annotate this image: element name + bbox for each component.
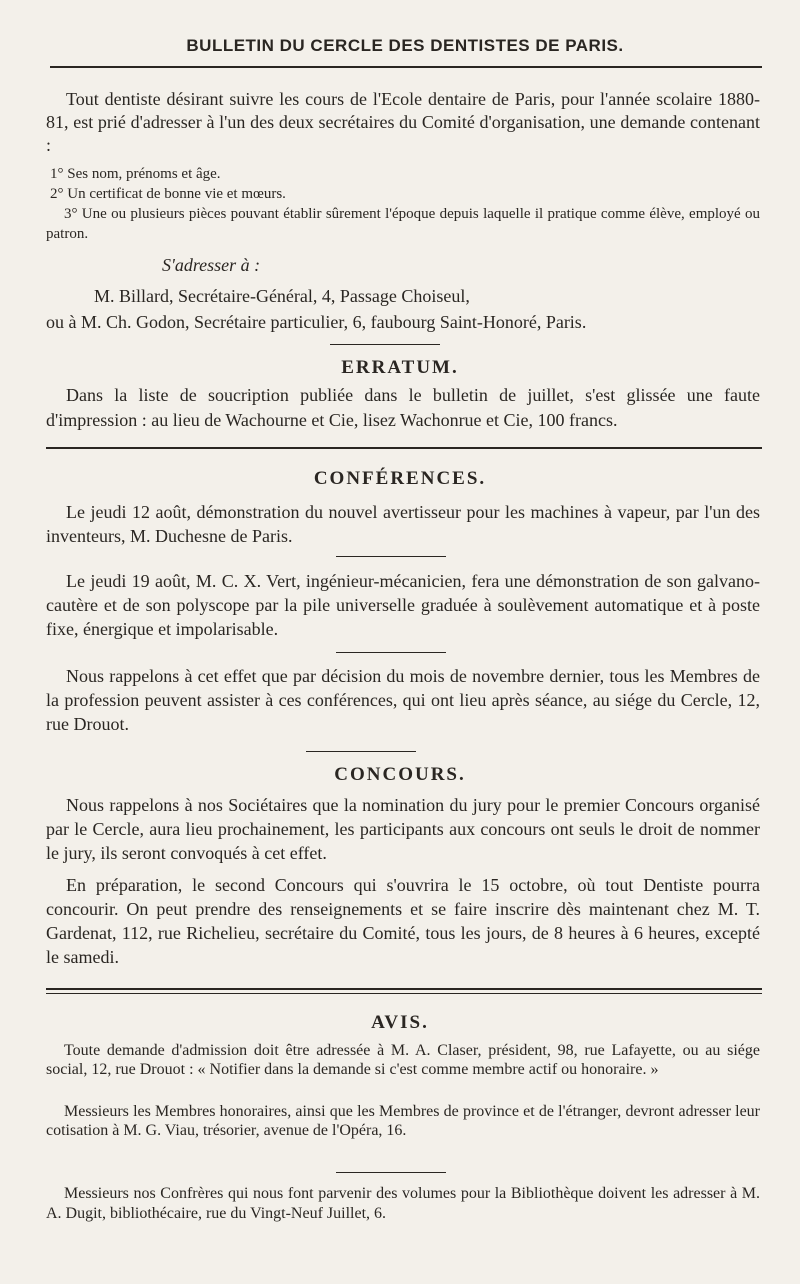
page-header: BULLETIN DU CERCLE DES DENTISTES DE PARIS. [186, 36, 624, 55]
section-heading-conferences: CONFÉRENCES. [313, 468, 487, 489]
header-rule [50, 66, 762, 68]
separator-rule [336, 1172, 446, 1173]
avis-paragraph: Messieurs les Membres honoraires, ainsi que les Membres de province et de l'étranger, devront adresser leur cotisation à M. G. Viau, trésorier, avenue de l'Opéra, 16. [46, 1103, 760, 1139]
conference-paragraph: Nous rappelons à cet effet que par décision du mois de novembre dernier, tous les Membres de la profession peuvent assister à ces conférences, qui ont lieu après séance, au siége du Cercle, 12, rue Drouot. [46, 666, 760, 734]
conference-paragraph: Le jeudi 19 août, M. C. X. Vert, ingénieur-mécanicien, fera une démonstration de son galvano-cautère et de son polyscope par la pile universelle graduée à soulèvement automatique et à poste fixe, énergique et impolarisable. [46, 571, 760, 639]
list-item: 2° Un certificat de bonne vie et mœurs. [50, 186, 286, 202]
section-heading-avis: AVIS. [371, 1012, 429, 1033]
avis-paragraph: Messieurs nos Confrères qui nous font parvenir des volumes pour la Bibliothèque doivent les adresser à M. A. Dugit, bibliothécaire, rue du Vingt-Neuf Juillet, 6. [46, 1185, 760, 1222]
section-heading-erratum: ERRATUM. [341, 357, 459, 378]
conference-paragraph: Le jeudi 12 août, démonstration du nouvel avertisseur pour les machines à vapeur, par l'un des inventeurs, M. Duchesne de Paris. [46, 502, 760, 546]
separator-rule [336, 556, 446, 557]
address-line: ou à M. Ch. Godon, Secrétaire particulier, 6, faubourg Saint-Honoré, Paris. [46, 312, 587, 332]
intro-paragraph: Tout dentiste désirant suivre les cours de l'Ecole dentaire de Paris, pour l'année scolaire 1880-81, est prié d'adresser à l'un des deux secrétaires du Comité d'organisation, une demande contenant : [46, 89, 760, 155]
separator-rule [306, 751, 416, 752]
list-item: 1° Ses nom, prénoms et âge. [50, 166, 221, 182]
avis-paragraph: Toute demande d'admission doit être adressée à M. A. Claser, président, 98, rue Lafayette, ou au siége social, 12, rue Drouot : « Notifier dans la demande si c'est comme membre actif ou honoraire. » [46, 1042, 760, 1078]
section-heading-concours: CONCOURS. [334, 764, 466, 785]
section-rule [46, 447, 762, 449]
concours-paragraph: En préparation, le second Concours qui s'ouvrira le 15 octobre, où tout Dentiste pourra concourir. On peut prendre des renseignements et se faire inscrire dès maintenant chez M. T. Gardenat, 112, rue Richelieu, secrétaire du Comité, tous les jours, de 8 heures à 6 heures, excepté le samedi. [46, 875, 760, 967]
address-label: S'adresser à : [162, 255, 261, 275]
erratum-paragraph: Dans la liste de soucription publiée dans le bulletin de juillet, s'est glissée une faute d'impression : au lieu de Wachourne et Cie, lisez Wachonrue et Cie, 100 francs. [46, 385, 760, 430]
concours-paragraph: Nous rappelons à nos Sociétaires que la nomination du jury pour le premier Concours organisé par le Cercle, aura lieu prochainement, les participants aux concours ont seuls le droit de nommer le jury, ils seront convoqués à cet effet. [46, 795, 760, 863]
section-rule [46, 993, 762, 994]
separator-rule [330, 344, 440, 345]
section-rule [46, 988, 762, 990]
list-item: 3° Une ou plusieurs pièces pouvant établir sûrement l'époque depuis laquelle il pratique comme élève, employé ou patron. [46, 206, 760, 242]
separator-rule [336, 652, 446, 653]
address-line: M. Billard, Secrétaire-Général, 4, Passage Choiseul, [94, 286, 470, 306]
